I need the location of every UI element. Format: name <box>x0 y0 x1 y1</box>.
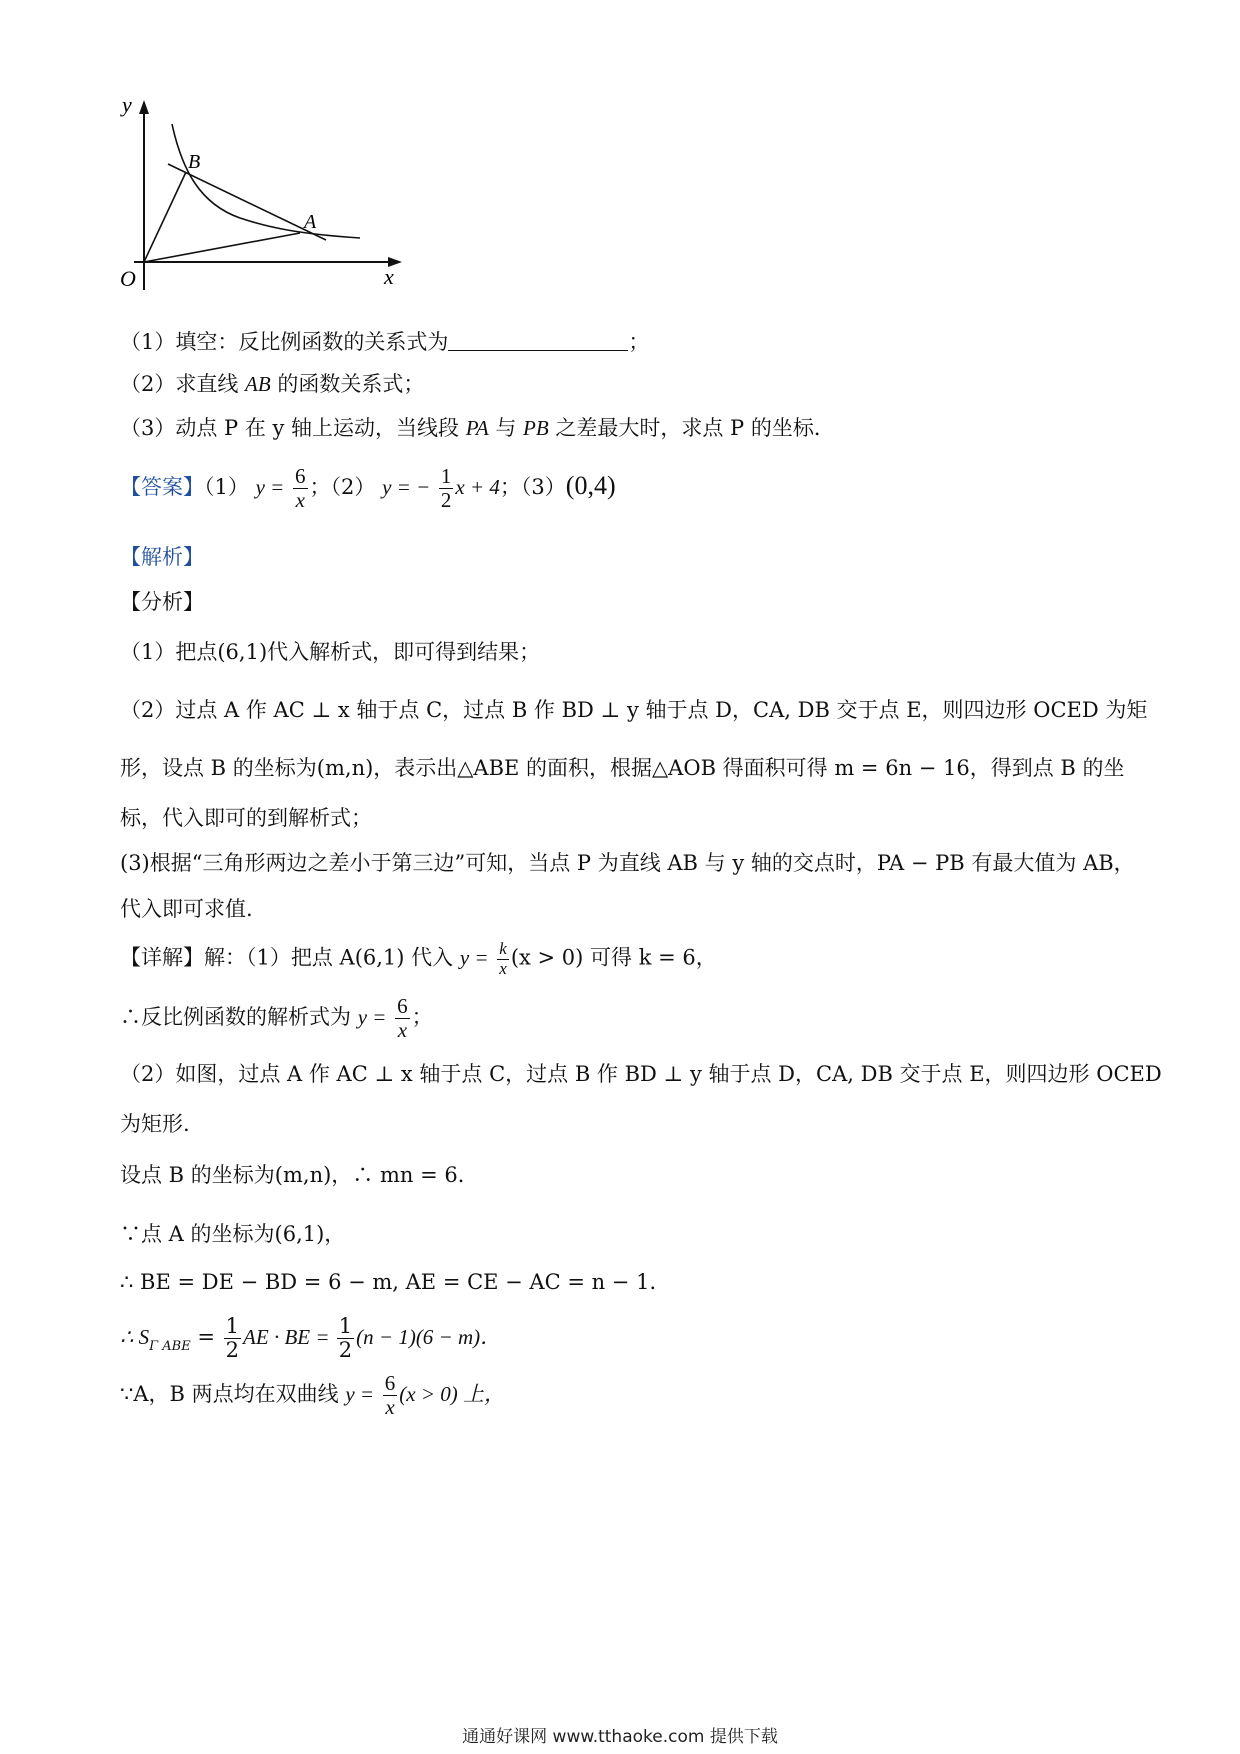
coordinate-graph <box>120 100 460 330</box>
detail-1-text: 解：（1）把点 A(6,1) 代入 <box>204 945 460 970</box>
fraction-denominator: 2 <box>225 1338 240 1363</box>
detail-tag: 【详解】 <box>120 945 204 970</box>
detail-line-1 <box>120 940 717 978</box>
question-2-var: AB <box>245 372 271 396</box>
graph-figure <box>120 100 460 330</box>
analysis-tag: 【解析】 <box>120 545 204 569</box>
detail-line-9 <box>120 1372 505 1419</box>
analysis-line-6: 代入即可求值. <box>120 897 253 921</box>
label-y: y <box>122 100 132 117</box>
label-origin: O <box>120 266 136 291</box>
question-3-and: 与 <box>488 416 524 440</box>
detail-2-fraction <box>395 995 410 1042</box>
fraction-denominator: x <box>295 488 305 513</box>
label-x: x <box>384 264 394 289</box>
detail-8-fraction-1 <box>224 1315 241 1362</box>
answer-2-tail: x + 4 <box>455 475 500 500</box>
analysis-line-1: （1）把点(6,1)代入解析式，即可得到结果； <box>120 640 541 664</box>
question-2-tail: 的函数关系式； <box>270 372 425 396</box>
detail-8-s: ∴ S <box>120 1325 150 1350</box>
answer-tag: 【答案】 <box>120 475 204 500</box>
analysis-line-3: 形，设点 B 的坐标为(m,n)，表示出△ABE 的面积，根据△AOB 得面积可得 m = 6n − 16，得到点 B 的坐 <box>120 756 1125 780</box>
detail-8-tail: (n − 1)(6 − m)． <box>356 1325 502 1350</box>
hyperbola-curve <box>172 124 360 238</box>
analysis-line-4: 标，代入即可的到解析式； <box>120 806 372 830</box>
detail-2-tail: ； <box>411 1005 433 1030</box>
detail-line-5: 设点 B 的坐标为(m,n)，∴ mn = 6． <box>120 1163 479 1187</box>
answer-1-eq: y = <box>255 475 285 500</box>
answer-blank <box>448 332 628 351</box>
detail-line-4: 为矩形. <box>120 1112 190 1136</box>
question-1: （1）填空：反比例函数的关系式为 ； <box>120 330 650 354</box>
detail-1-fraction <box>497 940 509 978</box>
detail-1-tail: (x > 0) 可得 k = 6， <box>510 945 717 970</box>
fraction-denominator: x <box>385 1395 395 1420</box>
detail-2-text: ∴反比例函数的解析式为 <box>120 1005 358 1030</box>
page-footer: 通通好课网 www.tthaoke.com 提供下载 <box>462 1727 778 1747</box>
y-axis-arrow-icon <box>139 100 149 114</box>
fraction-denominator: 2 <box>338 1338 353 1363</box>
fraction-numerator: k <box>499 939 507 958</box>
question-3-var-pa: PA <box>465 416 489 440</box>
detail-line-2 <box>120 995 433 1042</box>
detail-8-eq: = <box>190 1325 222 1350</box>
fraction-denominator: x <box>499 958 507 978</box>
label-a: A <box>304 211 317 233</box>
detail-line-6: ∵点 A 的坐标为(6,1)， <box>120 1222 346 1246</box>
fraction-denominator: x <box>397 1018 408 1043</box>
question-3-tail: 之差最大时，求点 P 的坐标． <box>548 416 835 440</box>
segment-oa <box>144 233 300 262</box>
detail-line-8 <box>120 1315 501 1362</box>
detail-line-7: ∴ BE = DE − BD = 6 − m, AE = CE − AC = n − 1． <box>120 1270 671 1294</box>
question-1-text: （1）填空：反比例函数的关系式为 <box>120 330 449 354</box>
fraction-numerator: 6 <box>295 464 306 488</box>
detail-9-tail: (x > 0) 上， <box>399 1382 505 1407</box>
detail-8-subscript: Γ ABE <box>149 1339 191 1355</box>
detail-1-eq: y = <box>459 945 489 970</box>
question-2-text: （2）求直线 <box>120 372 246 396</box>
fraction-numerator: 6 <box>397 994 408 1018</box>
fraction-numerator: 1 <box>338 1314 353 1338</box>
line-ab <box>168 164 326 240</box>
answer-2-fraction <box>439 465 454 512</box>
question-3-text: （3）动点 P 在 y 轴上运动，当线段 <box>120 416 466 440</box>
analysis-line-5: (3)根据“三角形两边之差小于第三边”可知，当点 P 为直线 AB 与 y 轴的交点时，PA − PB 有最大值为 AB， <box>120 851 1135 875</box>
question-2 <box>120 372 424 397</box>
answer-part-2: ；（2） <box>309 475 376 500</box>
answer-2-eq: y = − <box>382 475 431 500</box>
detail-8-fraction-2 <box>337 1315 354 1362</box>
fraction-numerator: 1 <box>225 1314 240 1338</box>
detail-9-fraction <box>383 1372 398 1419</box>
detail-9-eq: y = <box>345 1382 375 1407</box>
fraction-denominator: 2 <box>440 488 452 513</box>
answer-1-fraction <box>293 465 308 512</box>
detail-9-text: ∵A，B 两点均在双曲线 <box>120 1382 346 1407</box>
fraction-numerator: 6 <box>384 1371 396 1395</box>
label-b: B <box>188 151 201 173</box>
answer-line <box>120 465 616 512</box>
answer-part-3: ；（3） <box>499 475 566 500</box>
analysis-subtitle: 【分析】 <box>120 590 204 614</box>
fraction-numerator: 1 <box>440 464 452 488</box>
detail-8-mid: AE · BE = <box>243 1325 335 1350</box>
question-3-var-pb: PB <box>523 416 549 440</box>
answer-3-value: (0,4) <box>565 471 616 501</box>
segment-ob <box>144 172 186 262</box>
detail-2-eq: y = <box>357 1005 387 1030</box>
analysis-line-2: （2）过点 A 作 AC ⊥ x 轴于点 C，过点 B 作 BD ⊥ y 轴于点 D，CA, DB 交于点 E，则四边形 OCED 为矩 <box>120 698 1148 722</box>
question-3 <box>120 416 835 441</box>
detail-line-3: （2）如图，过点 A 作 AC ⊥ x 轴于点 C，过点 B 作 BD ⊥ y 轴于点 D，CA, DB 交于点 E，则四边形 OCED <box>120 1062 1162 1086</box>
answer-part-1: （1） <box>204 475 249 500</box>
